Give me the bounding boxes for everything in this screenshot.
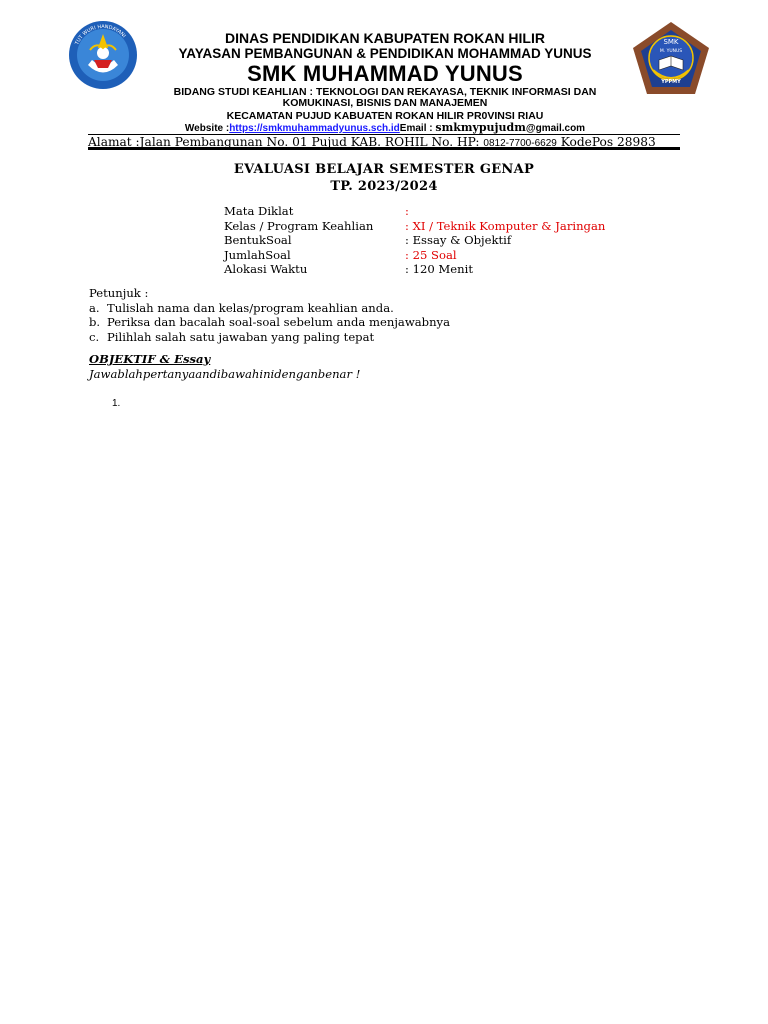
- website-label: Website :: [184, 123, 230, 134]
- exam-info: [224, 204, 605, 277]
- svg-text:M. YUNUS: M. YUNUS: [659, 49, 683, 54]
- foundation-line: YAYASAN PEMBANGUNAN & PENDIDIKAN MOHAMMAD YUNUS: [178, 46, 592, 61]
- info-row: [224, 204, 605, 219]
- agency-line: DINAS PENDIDIKAN KABUPATEN ROKAN HILIR: [225, 30, 545, 46]
- exam-title: EVALUASI BELAJAR SEMESTER GENAP: [233, 162, 535, 177]
- tut-wuri-handayani-logo: [66, 20, 140, 90]
- instruction-marker: a.: [89, 300, 100, 315]
- instructions: [89, 286, 450, 344]
- address-text: Alamat :Jalan Pembangunan No. 01 Pujud KAB. ROHIL No. HP:: [88, 135, 484, 149]
- school-name: SMK MUHAMMAD YUNUS: [247, 61, 523, 86]
- info-value: : Essay & Objektif: [405, 233, 512, 247]
- info-row: [224, 262, 605, 277]
- svg-text:TUT WURI HANDAYANI: TUT WURI HANDAYANI: [74, 23, 127, 46]
- email-label: Email :: [399, 123, 436, 134]
- school-year: TP. 2023/2024: [330, 179, 438, 194]
- instruction-item: [89, 301, 450, 316]
- svg-text:SMK: SMK: [663, 38, 679, 46]
- phone-number: 0812-7700-6629: [483, 138, 557, 149]
- section-instruction: Jawablahpertanyaandibawahinidenganbenar !: [89, 366, 361, 381]
- question-section: [89, 352, 360, 381]
- question-number: 1.: [112, 398, 121, 409]
- contact-line: [140, 121, 630, 134]
- email-domain: @gmail.com: [525, 123, 586, 134]
- info-value: : XI / Teknik Komputer & Jaringan: [405, 218, 606, 233]
- info-row: [224, 233, 605, 248]
- instruction-text: Tulislah nama dan kelas/program keahlian anda.: [107, 300, 394, 315]
- info-label: JumlahSoal: [224, 247, 291, 262]
- info-row: [224, 219, 605, 234]
- info-label: Mata Diklat: [224, 204, 294, 218]
- info-label: BentukSoal: [224, 233, 292, 247]
- info-value: :: [405, 204, 409, 218]
- instruction-text: Periksa dan bacalah soal-soal sebelum anda menjawabnya: [107, 315, 451, 329]
- info-value: : 120 Menit: [405, 262, 473, 276]
- instruction-marker: c.: [89, 329, 100, 344]
- instruction-item: [89, 315, 450, 330]
- kecamatan-line: KECAMATAN PUJUD KABUATEN ROKAN HILIR PR0VINSI RIAU: [226, 110, 544, 122]
- instruction-text: Pilihlah salah satu jawaban yang paling tepat: [107, 329, 375, 344]
- header-rule-thick: [88, 147, 680, 150]
- section-heading: OBJEKTIF & Essay: [89, 352, 211, 366]
- instruction-marker: b.: [89, 315, 101, 329]
- info-label: Alokasi Waktu: [224, 262, 308, 276]
- email-user: smkmypujudm: [435, 121, 526, 134]
- website-link[interactable]: https://smkmuhammadyunus.sch.id: [229, 123, 400, 134]
- info-value: : 25 Soal: [405, 247, 457, 262]
- postcode: KodePos 28983: [556, 135, 656, 149]
- bidang-line-1: BIDANG STUDI KEAHLIAN : TEKNOLOGI DAN REKAYASA, TEKNIK INFORMASI DAN: [173, 86, 597, 98]
- svg-text:YPPMY: YPPMY: [661, 79, 681, 85]
- info-row: [224, 248, 605, 263]
- bidang-line-2: KOMUKINASI, BISNIS DAN MANAJEMEN: [282, 97, 488, 109]
- info-label: Kelas / Program Keahlian: [224, 218, 374, 233]
- instruction-item: [89, 330, 450, 345]
- bidang-studi: [140, 87, 630, 109]
- smk-muhammad-yunus-logo: [631, 20, 711, 96]
- instructions-heading: Petunjuk :: [89, 286, 149, 300]
